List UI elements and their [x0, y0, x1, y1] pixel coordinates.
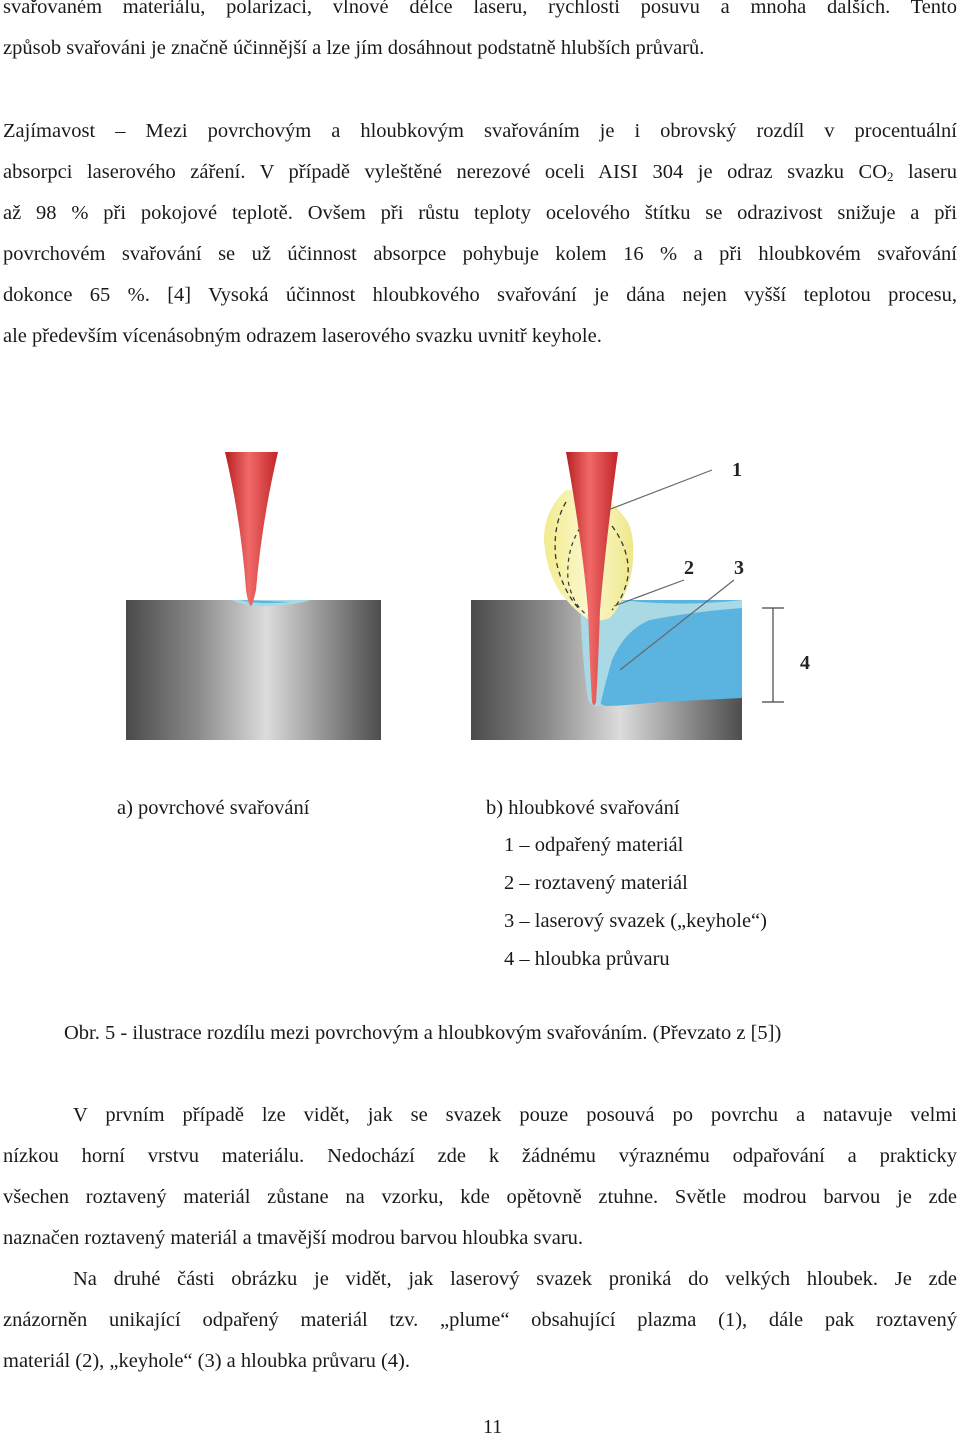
keyhole-welding-diagram: [471, 452, 810, 740]
text-line: svařovaném materiálu, polarizaci, vlnové délce laseru, rychlosti posuvu a mnoha dalších. Tento: [3, 0, 957, 18]
text-line: naznačen roztavený materiál a tmavější modrou barvou hloubka svaru.: [3, 1227, 584, 1249]
paragraph-4: [3, 1259, 957, 1382]
laser-beam-a: [225, 452, 278, 606]
text-line: až 98 % při pokojové teplotě. Ovšem při růstu teploty ocelového štítku se odrazivost snižuje a při: [3, 202, 957, 224]
text-line-co2: [3, 152, 957, 193]
paragraph-1: [3, 0, 957, 69]
text-line: Na druhé části obrázku je vidět, jak laserový svazek proniká do velkých hloubek. Je zde: [73, 1268, 957, 1290]
caption-keyhole-welding: b) hloubkové svařování: [486, 797, 680, 819]
page-number: 11: [483, 1416, 503, 1438]
workpiece-a: [126, 600, 381, 740]
legend-item-4: 4 – hloubka průvaru: [504, 948, 670, 970]
label-2: 2: [684, 557, 694, 579]
text-fragment: absorpci laserového záření. V případě vyleštěné nerezové oceli AISI 304 je odraz svazku CO: [3, 161, 888, 183]
leader-line-1: [608, 470, 712, 510]
text-line: povrchovém svařování se už účinnost absorpce pohybuje kolem 16 % a při hloubkovém svařování: [3, 243, 957, 265]
paragraph-2: [3, 111, 957, 357]
legend-item-2: 2 – roztavený materiál: [504, 872, 688, 894]
text-line: ale především vícenásobným odrazem laserového svazku uvnitř keyhole.: [3, 325, 602, 347]
legend-item-1: 1 – odpařený materiál: [504, 834, 684, 856]
welding-illustration: [0, 430, 960, 760]
legend-item-3: 3 – laserový svazek („keyhole“): [504, 910, 767, 932]
text-line: dokonce 65 %. [4] Vysoká účinnost hloubkového svařování je dána nejen vyšší teplotou procesu,: [3, 284, 957, 306]
figure-caption: Obr. 5 - ilustrace rozdílu mezi povrchovým a hloubkovým svařováním. (Převzato z [5]): [64, 1022, 782, 1044]
caption-surface-welding: a) povrchové svařování: [117, 797, 310, 819]
text-fragment: laseru: [893, 161, 957, 183]
text-line: V prvním případě lze vidět, jak se svazek pouze posouvá po povrchu a natavuje velmi: [73, 1104, 957, 1126]
text-line: způsob svařováni je značně účinnější a lze jím dosáhnout podstatně hlubších průvarů.: [3, 37, 705, 59]
paragraph-3: [3, 1095, 957, 1259]
surface-welding-diagram: [126, 452, 381, 740]
text-line: Zajímavost – Mezi povrchovým a hloubkovým svařováním je i obrovský rozdíl v procentuální: [3, 120, 957, 142]
label-1: 1: [732, 459, 742, 481]
text-line: nízkou horní vrstvu materiálu. Nedochází zde k žádnému výraznému odpařování a prakticky: [3, 1145, 957, 1167]
text-line: všechen roztavený materiál zůstane na vzorku, kde opětovně ztuhne. Světle modrou barvou je zde: [3, 1186, 957, 1208]
label-4: 4: [800, 652, 810, 674]
text-line: materiál (2), „keyhole“ (3) a hloubka průvaru (4).: [3, 1350, 410, 1372]
text-line: znázorněn unikající odpařený materiál tzv. „plume“ obsahující plazma (1), dále pak roztavený: [3, 1309, 957, 1331]
label-3: 3: [734, 557, 744, 579]
subscript: 2: [887, 169, 894, 184]
